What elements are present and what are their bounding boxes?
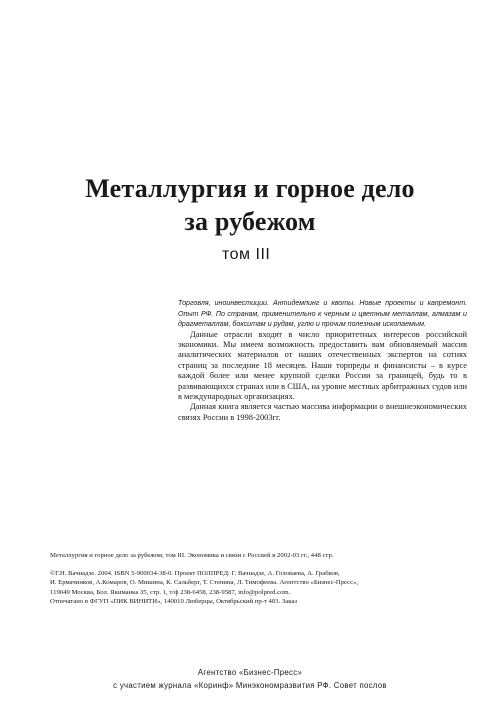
abstract-paragraph-1: Данные отрасли входят в число приоритетных интересов российской экономики. Мы имеем возможность предоставить вам обновляемый массив аналитических материалов от наших отечественных экспертов на сотнях страниц за последние 18 месяцев. Наши торпреды и финансисты – в курсе каждой более или менее крупной сделки России за границей, будь то в развивающихся странах или в США, на уровне местных арбитражных судов или в международных организациях.: [178, 329, 467, 401]
citation-line: Металлургия и горное дело за рубежом, том III. Экономика и связи с Россией в 2002-03 гг., 448 стр.: [50, 552, 334, 559]
imprint-spacer: [50, 561, 462, 569]
abstract-block: [178, 298, 467, 423]
imprint-line-1: ©Г.Н. Вачнадзе. 2004. ISBN 5-900034-38-0. Проект ПОЛПРЕД: Г. Вачнадзе, А. Головаева, А. Грабков,: [50, 569, 340, 577]
volume-label: том III: [222, 246, 271, 263]
title-line-1: Металлургия и горное дело: [85, 174, 415, 203]
keywords-text: Торговля, иноинвестиции. Антидемпинг и квоты. Новые проекты и капремонт. Опыт РФ. По странам, применительно к черным и цветным металлам, алмазам и драгметаллам, бокситам и рудам, углю и прочим полезным ископаемым.: [178, 299, 467, 328]
imprint-line-4: Отпечатано в ФГУП «ПИК ВИНИТИ», 140010 Люберцы, Октябрьский пр-т 403. Заказ: [50, 598, 298, 606]
title-line-2: за рубежом: [184, 207, 316, 236]
imprint-block: [50, 551, 462, 607]
publisher-block: [0, 667, 500, 692]
imprint-line-3: 119049 Москва, Бол. Якиманка 35, стр. 1, т/ф 238-6458, 238-9587, info@polpred.com.: [50, 588, 291, 596]
abstract-paragraph-2: Данная книга является частью массива информации о внешнеэкономических связях России в 1998-2003гг.: [178, 402, 467, 422]
agency-name: Агентство «Бизнес-Пресс»: [197, 668, 303, 677]
participation-line: с участием журнала «Коринф» Минэкономразвития РФ. Совет послов: [113, 680, 387, 690]
book-title: [0, 172, 500, 238]
imprint-line-2: И. Ермачинков, А.Комаров, О. Мишина, К. Сальберг, Т. Стенина, Л. Тимофеева. Агентство «Бизнес-Пресс»,: [50, 579, 359, 587]
